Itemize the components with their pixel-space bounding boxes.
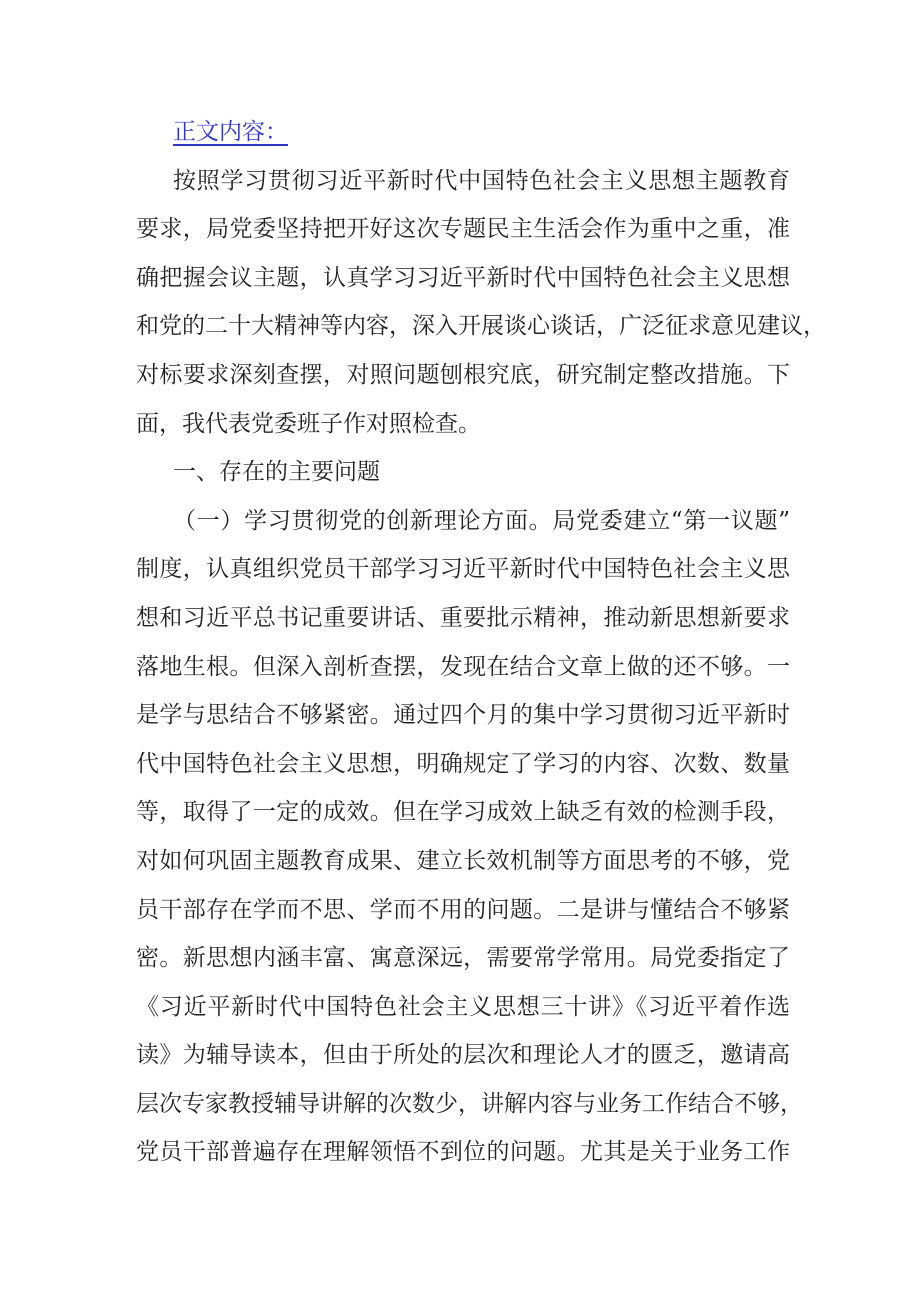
paragraph-line: 密。新思想内涵丰富、寓意深远，需要常学常用。局党委指定了	[136, 945, 790, 972]
content-label[interactable]: 正文内容：	[173, 119, 288, 145]
intro-paragraph	[136, 157, 826, 449]
paragraph-line: 按照学习贯彻习近平新时代中国特色社会主义思想主题教育	[173, 167, 790, 194]
paragraph-line: 层次专家教授辅导讲解的次数少，讲解内容与业务工作结合不够，	[136, 1090, 803, 1117]
paragraph-line: 是学与思结合不够紧密。通过四个月的集中学习贯彻习近平新时	[136, 702, 790, 729]
paragraph-line: 对标要求深刻查摆，对照问题刨根究底，研究制定整改措施。下	[136, 361, 790, 388]
paragraph-line: 制度，认真组织党员干部学习习近平新时代中国特色社会主义思	[136, 556, 790, 583]
section-heading: 一、存在的主要问题	[173, 459, 380, 486]
paragraph-line: 面，我代表党委班子作对照检查。	[136, 410, 481, 437]
paragraph-line: 等，取得了一定的成效。但在学习成效上缺乏有效的检测手段，	[136, 799, 790, 826]
paragraph-line: 代中国特色社会主义思想，明确规定了学习的内容、次数、数量	[136, 750, 790, 777]
paragraph-line: 《习近平新时代中国特色社会主义思想三十讲》《习近平着作选	[136, 993, 790, 1020]
content-label-line	[136, 108, 790, 157]
paragraph-line: 员干部存在学而不思、学而不用的问题。二是讲与懂结合不够紧	[136, 896, 790, 923]
paragraph-line: 要求，局党委坚持把开好这次专题民主生活会作为重中之重，准	[136, 216, 790, 243]
paragraph-line: 和党的二十大精神等内容，深入开展谈心谈话，广泛征求意见建议，	[136, 313, 826, 340]
paragraph-line: 想和习近平总书记重要讲话、重要批示精神，推动新思想新要求	[136, 604, 790, 631]
paragraph-line: 对如何巩固主题教育成果、建立长效机制等方面思考的不够，党	[136, 847, 790, 874]
paragraph-line: 确把握会议主题，认真学习习近平新时代中国特色社会主义思想	[136, 264, 790, 291]
paragraph-line: 党员干部普遍存在理解领悟不到位的问题。尤其是关于业务工作	[136, 1139, 790, 1166]
document-body	[136, 108, 826, 1177]
paragraph-line: 落地生根。但深入剖析查摆，发现在结合文章上做的还不够。一	[136, 653, 790, 680]
paragraph-line: 读》为辅导读本，但由于所处的层次和理论人才的匮乏，邀请高	[136, 1042, 790, 1069]
paragraph-line: （一）学习贯彻党的创新理论方面。局党委建立“第一议题”	[173, 507, 790, 534]
section-one-paragraph	[136, 497, 803, 1177]
